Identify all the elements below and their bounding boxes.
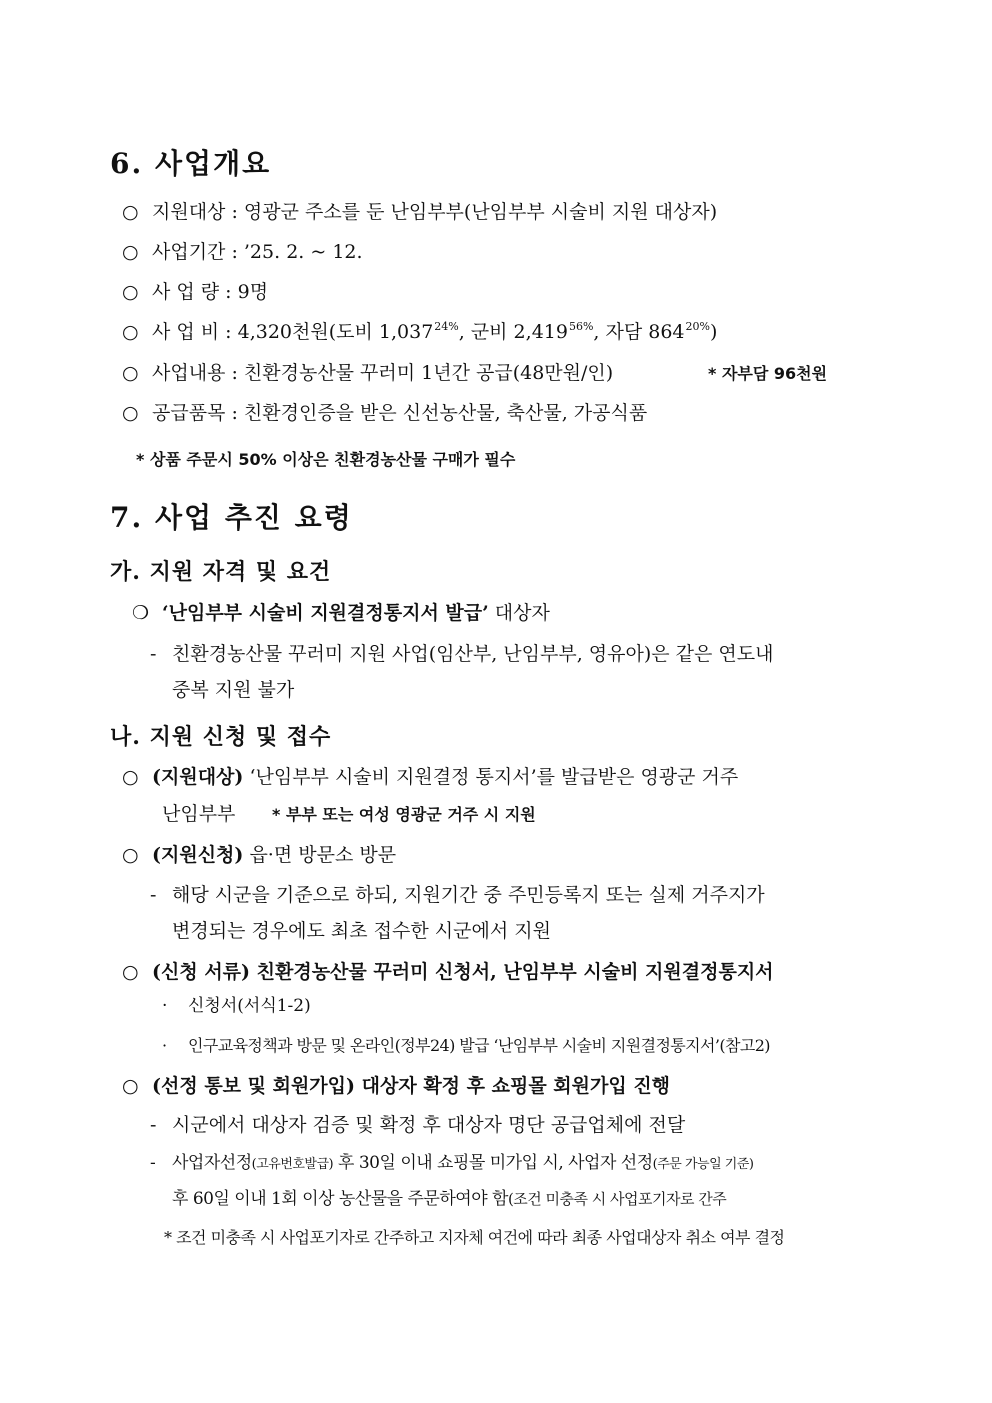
circle-bullet: ○ (122, 281, 139, 303)
budget-share-county: 56% (568, 320, 594, 333)
na-item-select (122, 1077, 670, 1096)
s6-item-text: 사업기간 : ’25. 2. ~ 12. (152, 241, 363, 263)
na-select-sub2-e: 후 60일 이내 1회 이상 농산물을 주문하여야 함 (172, 1189, 508, 1209)
na-target-label: (지원대상) (152, 766, 244, 788)
na-select-sub2-a: 사업자선정 (172, 1153, 252, 1173)
subsection-ga-title: 가. 지원 자격 및 요건 (110, 559, 332, 585)
budget-share-self: 20% (685, 320, 710, 333)
na-docs-sub2-text: 인구교육정책과 방문 및 온라인(정부24) 발급 ‘난임부부 시술비 지원결정통지서’(참고2) (188, 1036, 770, 1055)
na-select-sub2-b: (고유번호발급) (251, 1157, 334, 1172)
self-pay-note: * 자부담 96천원 (708, 364, 828, 383)
section-6-title: 6. 사업개요 (110, 147, 272, 180)
na-select-sub2-d: (주문 가능일 기준) (652, 1157, 754, 1172)
na-apply-label: (지원신청) (152, 844, 244, 866)
dash-bullet: - (150, 643, 157, 665)
na-apply-text: 읍·면 방문소 방문 (249, 844, 397, 866)
na-docs-label: (신청 서류) (152, 961, 251, 983)
na-select-sub2 (150, 1155, 753, 1172)
dash-bullet: - (150, 1153, 156, 1173)
circle-bullet: ○ (122, 1075, 139, 1097)
budget-text-d: ) (709, 321, 718, 343)
na-docs-sub2 (162, 1038, 770, 1054)
na-target-text: ‘난임부부 시술비 지원결정 통지서’를 발급받은 영광군 거주 (249, 766, 739, 788)
na-select-sub2-cont (172, 1191, 726, 1208)
na-docs-sub1-text: 신청서(서식1-2) (188, 996, 311, 1016)
s6-item-text: 사업내용 : 친환경농산물 꾸러미 1년간 공급(48만원/인) (152, 362, 614, 384)
ga-sub-text: 친환경농산물 꾸러미 지원 사업(임산부, 난임부부, 영유아)은 같은 연도내 (172, 643, 774, 665)
circle-bullet: ❍ (132, 602, 150, 624)
section-7-title: 7. 사업 추진 요령 (110, 501, 353, 534)
na-select-text: 대상자 확정 후 쇼핑몰 회원가입 진행 (361, 1075, 671, 1097)
dot-bullet: · (162, 996, 168, 1016)
s6-item-text: 사 업 량 : 9명 (152, 281, 269, 303)
na-target-note: * 부부 또는 여성 영광군 거주 시 지원 (272, 805, 536, 824)
budget-text-a: 사 업 비 : 4,320천원(도비 1,037 (152, 321, 434, 343)
na-item-docs (122, 963, 774, 982)
na-select-sub1 (150, 1116, 685, 1135)
na-docs-text: 친환경농산물 꾸러미 신청서, 난임부부 시술비 지원결정통지서 (256, 961, 774, 983)
budget-text-b: , 군비 2,419 (458, 321, 568, 343)
subsection-na-title: 나. 지원 신청 및 접수 (110, 724, 332, 750)
na-select-sub2-c: 후 30일 이내 쇼핑몰 미가입 시, 사업자 선정 (338, 1153, 653, 1173)
na-apply-sub-cont: 변경되는 경우에도 최초 접수한 시군에서 지원 (172, 920, 551, 942)
circle-bullet: ○ (122, 961, 139, 983)
dot-bullet: · (162, 1036, 167, 1055)
na-select-note: * 조건 미충족 시 사업포기자로 간주하고 지자체 여건에 따라 최종 사업대상자 취소 여부 결정 (164, 1228, 785, 1247)
dash-bullet: - (150, 884, 157, 906)
s6-item-target (122, 203, 717, 222)
dash-bullet: - (150, 1114, 157, 1136)
budget-share-province: 24% (434, 320, 459, 333)
na-apply-sub-text: 해당 시군을 기준으로 하되, 지원기간 중 주민등록지 또는 실제 거주지가 (172, 884, 765, 906)
na-select-label: (선정 통보 및 회원가입) (152, 1075, 356, 1097)
na-item-target (122, 768, 738, 787)
circle-bullet: ○ (122, 201, 139, 223)
budget-text-c: , 자담 864 (593, 321, 685, 343)
na-docs-sub1 (162, 998, 311, 1015)
s6-item-quantity (122, 283, 268, 302)
circle-bullet: ○ (122, 241, 139, 263)
na-target-cont: 난임부부 (162, 803, 236, 825)
na-select-sub1-text: 시군에서 대상자 검증 및 확정 후 대상자 명단 공급업체에 전달 (172, 1114, 686, 1136)
ga-main-suffix: 대상자 (494, 602, 550, 624)
s6-item-budget (122, 320, 718, 343)
na-apply-sub (150, 886, 765, 905)
circle-bullet: ○ (122, 766, 139, 788)
s6-item-content (122, 364, 613, 383)
circle-bullet: ○ (122, 321, 139, 343)
s6-item-period (122, 243, 363, 262)
circle-bullet: ○ (122, 844, 139, 866)
s6-footnote: * 상품 주문시 50% 이상은 친환경농산물 구매가 필수 (136, 450, 516, 469)
s6-item-text: 공급품목 : 친환경인증을 받은 신선농산물, 축산물, 가공식품 (152, 402, 648, 424)
ga-main-text: ‘난임부부 시술비 지원결정통지서 발급’ (162, 602, 489, 624)
circle-bullet: ○ (122, 402, 139, 424)
s6-item-products (122, 404, 647, 423)
ga-main-item (132, 604, 550, 623)
ga-sub-item (150, 645, 773, 664)
ga-sub-cont: 중복 지원 불가 (172, 679, 295, 701)
na-select-sub2-f: (조건 미충족 시 사업포기자로 간주 (507, 1190, 727, 1208)
circle-bullet: ○ (122, 362, 139, 384)
s6-item-text: 지원대상 : 영광군 주소를 둔 난임부부(난임부부 시술비 지원 대상자) (152, 201, 718, 223)
na-item-apply (122, 846, 396, 865)
